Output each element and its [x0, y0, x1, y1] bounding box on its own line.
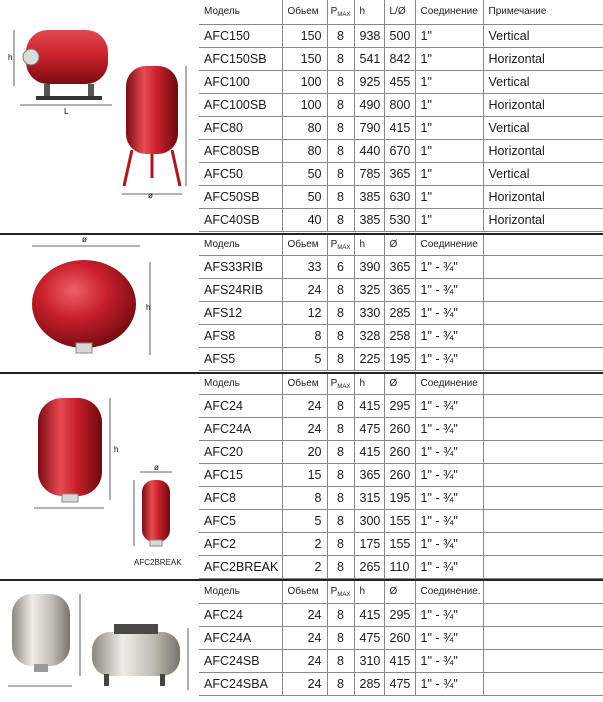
table-row	[199, 278, 603, 301]
cell-h: 925	[354, 70, 384, 93]
cell-h: 785	[354, 162, 384, 185]
table-row	[199, 301, 603, 324]
table-row	[199, 394, 603, 417]
cell-l: 365	[384, 255, 415, 278]
cell-note	[483, 626, 603, 649]
cell-connection: 1" - ¾"	[415, 324, 483, 347]
cell-model: AFC24	[199, 603, 282, 626]
cell-volume: 12	[282, 301, 327, 324]
cell-volume: 33	[282, 255, 327, 278]
table-row	[199, 649, 603, 672]
cell-l: 530	[384, 208, 415, 231]
col-connection: Соединение	[415, 0, 483, 24]
col-connection: Соединение.	[415, 581, 483, 603]
cell-connection: 1" - ¾"	[415, 555, 483, 578]
cell-volume: 24	[282, 649, 327, 672]
cell-l: 285	[384, 301, 415, 324]
col-pmax: $P_{MAX}$	[327, 0, 354, 24]
cell-model: AFC100	[199, 70, 282, 93]
table-row	[199, 139, 603, 162]
cell-l: 415	[384, 649, 415, 672]
col-volume: Обьем	[282, 235, 327, 255]
cell-connection: 1"	[415, 185, 483, 208]
cell-note	[483, 463, 603, 486]
cell-volume: 24	[282, 417, 327, 440]
cell-h: 385	[354, 185, 384, 208]
cell-volume: 100	[282, 70, 327, 93]
col-connection: Соединение	[415, 374, 483, 394]
cell-model: AFC50SB	[199, 185, 282, 208]
cell-volume: 8	[282, 486, 327, 509]
cell-l: 260	[384, 463, 415, 486]
cell-connection: 1" - ¾"	[415, 278, 483, 301]
dim-h-label: h	[8, 53, 13, 62]
cell-connection: 1"	[415, 139, 483, 162]
table-row	[199, 509, 603, 532]
cell-note: Horizontal	[483, 93, 603, 116]
cell-volume: 24	[282, 278, 327, 301]
cell-h: 330	[354, 301, 384, 324]
cell-note	[483, 278, 603, 301]
col-pmax: $P_{MAX}$	[327, 374, 354, 394]
cell-h: 440	[354, 139, 384, 162]
cell-connection: 1"	[415, 162, 483, 185]
table-header-row	[199, 374, 603, 394]
cell-volume: 2	[282, 532, 327, 555]
cell-l: 455	[384, 70, 415, 93]
cell-model: AFS12	[199, 301, 282, 324]
col-model: Модель	[199, 581, 282, 603]
table-row	[199, 70, 603, 93]
dim-h-label-2: h	[146, 303, 151, 312]
cell-connection: 1" - ¾"	[415, 440, 483, 463]
cell-l: 155	[384, 509, 415, 532]
cell-h: 415	[354, 603, 384, 626]
cell-model: AFC20	[199, 440, 282, 463]
cell-connection: 1"	[415, 116, 483, 139]
cell-volume: 50	[282, 162, 327, 185]
dim-d-label-3: ø	[154, 463, 159, 472]
cell-h: 415	[354, 440, 384, 463]
col-note	[483, 374, 603, 394]
cell-note	[483, 649, 603, 672]
cell-pmax: 8	[327, 116, 354, 139]
cell-connection: 1" - ¾"	[415, 394, 483, 417]
cell-pmax: 8	[327, 394, 354, 417]
cell-h: 385	[354, 208, 384, 231]
afc2break-caption: AFC2BREAK	[134, 558, 182, 567]
cell-volume: 24	[282, 394, 327, 417]
cell-volume: 5	[282, 347, 327, 370]
dim-h-label-3: h	[114, 445, 119, 454]
cell-pmax: 8	[327, 417, 354, 440]
dim-d-label-2: ø	[82, 235, 87, 244]
cell-pmax: 8	[327, 278, 354, 301]
cell-l: 365	[384, 162, 415, 185]
cell-l: 415	[384, 116, 415, 139]
cell-volume: 80	[282, 116, 327, 139]
cell-l: 365	[384, 278, 415, 301]
cell-l: 842	[384, 47, 415, 70]
cell-model: AFC8	[199, 486, 282, 509]
table-row	[199, 255, 603, 278]
cell-connection: 1" - ¾"	[415, 626, 483, 649]
cell-connection: 1"	[415, 24, 483, 47]
cell-model: AFC2	[199, 532, 282, 555]
spec-table-3	[199, 374, 603, 579]
table-row	[199, 116, 603, 139]
cell-pmax: 8	[327, 440, 354, 463]
col-note: Примечание	[483, 0, 603, 24]
cell-pmax: 8	[327, 208, 354, 231]
table-row	[199, 93, 603, 116]
table-header-row	[199, 0, 603, 24]
cell-pmax: 8	[327, 555, 354, 578]
col-connection: Соединение	[415, 235, 483, 255]
cell-pmax: 8	[327, 324, 354, 347]
cell-note	[483, 555, 603, 578]
cell-note	[483, 440, 603, 463]
cell-note: Vertical	[483, 24, 603, 47]
cell-h: 328	[354, 324, 384, 347]
spec-table-2	[199, 235, 603, 371]
table-row	[199, 162, 603, 185]
cell-h: 325	[354, 278, 384, 301]
cell-pmax: 8	[327, 185, 354, 208]
cell-connection: 1" - ¾"	[415, 301, 483, 324]
cell-l: 155	[384, 532, 415, 555]
cell-h: 790	[354, 116, 384, 139]
spec-table-1	[199, 0, 603, 232]
cell-pmax: 8	[327, 626, 354, 649]
cell-connection: 1" - ¾"	[415, 603, 483, 626]
col-model: Модель	[199, 0, 282, 24]
rows-3	[199, 394, 603, 578]
col-note	[483, 235, 603, 255]
spec-table-4	[199, 581, 603, 696]
cell-h: 490	[354, 93, 384, 116]
cell-model: AFC24A	[199, 417, 282, 440]
cell-volume: 2	[282, 555, 327, 578]
cell-model: AFC80	[199, 116, 282, 139]
table-row	[199, 532, 603, 555]
cell-pmax: 8	[327, 672, 354, 695]
cell-pmax: 8	[327, 532, 354, 555]
cell-h: 390	[354, 255, 384, 278]
cell-volume: 40	[282, 208, 327, 231]
table-row	[199, 47, 603, 70]
cell-note	[483, 417, 603, 440]
cell-note	[483, 672, 603, 695]
cell-l: 260	[384, 440, 415, 463]
cell-l: 630	[384, 185, 415, 208]
cell-model: AFC24SBA	[199, 672, 282, 695]
cell-model: AFC50	[199, 162, 282, 185]
cell-pmax: 8	[327, 347, 354, 370]
cell-model: AFC2BREAK	[199, 555, 282, 578]
cell-connection: 1" - ¾"	[415, 255, 483, 278]
cell-h: 285	[354, 672, 384, 695]
cell-note	[483, 324, 603, 347]
cell-model: AFC15	[199, 463, 282, 486]
cell-note: Horizontal	[483, 139, 603, 162]
cell-connection: 1" - ¾"	[415, 672, 483, 695]
col-volume: Обьем	[282, 374, 327, 394]
cell-model: AFC24A	[199, 626, 282, 649]
cell-pmax: 8	[327, 24, 354, 47]
cell-l: 670	[384, 139, 415, 162]
cell-h: 938	[354, 24, 384, 47]
cell-h: 475	[354, 417, 384, 440]
cell-connection: 1" - ¾"	[415, 417, 483, 440]
cell-note	[483, 301, 603, 324]
cell-model: AFC80SB	[199, 139, 282, 162]
cell-pmax: 6	[327, 255, 354, 278]
table-row	[199, 555, 603, 578]
cell-h: 475	[354, 626, 384, 649]
col-model: Модель	[199, 235, 282, 255]
table-row	[199, 208, 603, 231]
cell-note: Vertical	[483, 70, 603, 93]
table-row	[199, 626, 603, 649]
col-h: h	[354, 581, 384, 603]
cell-model: AFC100SB	[199, 93, 282, 116]
cell-pmax: 8	[327, 139, 354, 162]
col-d: Ø	[384, 374, 415, 394]
col-pmax: $P_{MAX}$	[327, 235, 354, 255]
table-header-row	[199, 581, 603, 603]
cell-note: Vertical	[483, 116, 603, 139]
cell-connection: 1" - ¾"	[415, 486, 483, 509]
cell-note	[483, 532, 603, 555]
cell-model: AFC150SB	[199, 47, 282, 70]
col-d: Ø	[384, 235, 415, 255]
cell-model: AFS33RIB	[199, 255, 282, 278]
cell-note: Vertical	[483, 162, 603, 185]
cell-l: 475	[384, 672, 415, 695]
cell-note: Horizontal	[483, 185, 603, 208]
col-volume: Обьем	[282, 0, 327, 24]
col-h: h	[354, 0, 384, 24]
cell-pmax: 8	[327, 93, 354, 116]
section-stainless	[0, 579, 603, 702]
cell-connection: 1"	[415, 47, 483, 70]
cell-pmax: 8	[327, 649, 354, 672]
cell-volume: 150	[282, 47, 327, 70]
cell-note	[483, 603, 603, 626]
cell-connection: 1" - ¾"	[415, 347, 483, 370]
cell-note: Horizontal	[483, 47, 603, 70]
cell-volume: 100	[282, 93, 327, 116]
cell-volume: 50	[282, 185, 327, 208]
cell-model: AFC40SB	[199, 208, 282, 231]
cell-note	[483, 347, 603, 370]
cell-pmax: 8	[327, 162, 354, 185]
cell-h: 265	[354, 555, 384, 578]
cell-model: AFC24SB	[199, 649, 282, 672]
cell-note: Horizontal	[483, 208, 603, 231]
cell-pmax: 8	[327, 463, 354, 486]
cell-l: 295	[384, 603, 415, 626]
cell-l: 500	[384, 24, 415, 47]
cell-volume: 24	[282, 672, 327, 695]
cell-volume: 15	[282, 463, 327, 486]
cell-l: 195	[384, 486, 415, 509]
col-d: Ø	[384, 581, 415, 603]
cell-note	[483, 486, 603, 509]
rows-2	[199, 255, 603, 370]
cell-model: AFS8	[199, 324, 282, 347]
table-row	[199, 185, 603, 208]
cell-note	[483, 394, 603, 417]
cell-pmax: 8	[327, 509, 354, 532]
cell-connection: 1" - ¾"	[415, 463, 483, 486]
cell-pmax: 8	[327, 486, 354, 509]
cell-pmax: 8	[327, 47, 354, 70]
cell-l: 195	[384, 347, 415, 370]
col-volume: Обьем	[282, 581, 327, 603]
rows-4	[199, 603, 603, 695]
cell-h: 365	[354, 463, 384, 486]
cell-note	[483, 255, 603, 278]
cell-h: 300	[354, 509, 384, 532]
cell-h: 225	[354, 347, 384, 370]
cell-l: 260	[384, 417, 415, 440]
cell-volume: 24	[282, 603, 327, 626]
table-row	[199, 486, 603, 509]
table-row	[199, 324, 603, 347]
cell-pmax: 8	[327, 301, 354, 324]
cell-model: AFS24RIB	[199, 278, 282, 301]
table-row	[199, 440, 603, 463]
cell-volume: 20	[282, 440, 327, 463]
cell-connection: 1"	[415, 70, 483, 93]
col-model: Модель	[199, 374, 282, 394]
table-row	[199, 603, 603, 626]
rows-1	[199, 24, 603, 231]
dim-d-label-1: ø	[148, 191, 153, 200]
cell-pmax: 8	[327, 70, 354, 93]
cell-connection: 1" - ¾"	[415, 509, 483, 532]
cell-volume: 24	[282, 626, 327, 649]
cell-connection: 1"	[415, 208, 483, 231]
cell-l: 800	[384, 93, 415, 116]
cell-model: AFS5	[199, 347, 282, 370]
cell-connection: 1" - ¾"	[415, 649, 483, 672]
cell-l: 258	[384, 324, 415, 347]
cell-l: 110	[384, 555, 415, 578]
table-row	[199, 463, 603, 486]
cell-model: AFC24	[199, 394, 282, 417]
cell-model: AFC150	[199, 24, 282, 47]
col-pmax: $P_{MAX}$	[327, 581, 354, 603]
cell-volume: 5	[282, 509, 327, 532]
cell-volume: 150	[282, 24, 327, 47]
cell-h: 415	[354, 394, 384, 417]
cell-connection: 1"	[415, 93, 483, 116]
col-h: h	[354, 374, 384, 394]
table-row	[199, 347, 603, 370]
table-row	[199, 672, 603, 695]
cell-h: 315	[354, 486, 384, 509]
cell-l: 260	[384, 626, 415, 649]
section-afs	[0, 233, 603, 373]
cell-connection: 1" - ¾"	[415, 532, 483, 555]
col-h: h	[354, 235, 384, 255]
table-row	[199, 417, 603, 440]
cell-h: 541	[354, 47, 384, 70]
col-note	[483, 581, 603, 603]
section-afc-large	[0, 0, 603, 232]
table-row	[199, 24, 603, 47]
cell-volume: 80	[282, 139, 327, 162]
cell-volume: 8	[282, 324, 327, 347]
cell-h: 175	[354, 532, 384, 555]
cell-pmax: 8	[327, 603, 354, 626]
table-header-row	[199, 235, 603, 255]
cell-model: AFC5	[199, 509, 282, 532]
col-l: L/Ø	[384, 0, 415, 24]
section-afc-small	[0, 372, 603, 580]
cell-h: 310	[354, 649, 384, 672]
cell-l: 295	[384, 394, 415, 417]
dim-l-label: L	[64, 107, 69, 116]
cell-note	[483, 509, 603, 532]
